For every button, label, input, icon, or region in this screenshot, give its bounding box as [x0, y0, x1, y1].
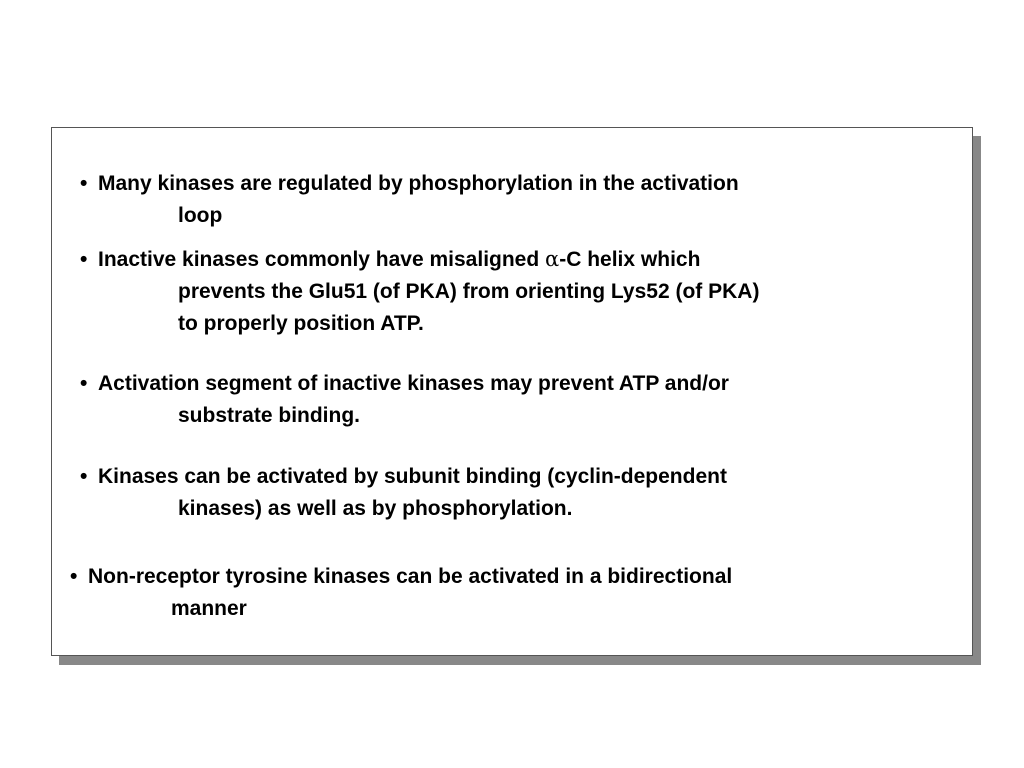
bullet-dot: • — [80, 465, 88, 488]
bullet-continuation: kinases) as well as by phosphorylation. — [178, 497, 573, 520]
bullet-item-1 — [80, 168, 739, 232]
bullet-text: Many kinases are regulated by phosphorylation in the activation — [98, 172, 739, 195]
bullet-line — [80, 368, 729, 400]
bullet-item-4 — [80, 461, 727, 525]
bullet-item-2 — [80, 243, 759, 340]
bullet-text: Inactive kinases commonly have misaligned — [98, 248, 546, 271]
bullet-text: Activation segment of inactive kinases may prevent ATP and/or — [98, 372, 729, 395]
bullet-line — [70, 561, 732, 593]
bullet-dot: • — [80, 172, 88, 195]
bullet-continuation: substrate binding. — [178, 404, 361, 427]
bullet-line — [80, 461, 727, 493]
bullet-line — [80, 243, 759, 276]
bullet-dot: • — [70, 565, 78, 588]
bullet-line — [80, 168, 739, 200]
bullet-text-after: -C helix which — [559, 248, 701, 271]
bullet-dot: • — [80, 248, 88, 271]
bullet-continuation: loop — [178, 204, 223, 227]
bullet-continuation: prevents the Glu51 (of PKA) from orienting Lys52 (of PKA) — [178, 280, 760, 303]
bullet-dot: • — [80, 372, 88, 395]
bullet-text: Kinases can be activated by subunit binding (cyclin-dependent — [98, 465, 727, 488]
bullet-item-5 — [70, 561, 732, 625]
bullet-continuation: to properly position ATP. — [178, 312, 424, 335]
bullet-item-3 — [80, 368, 729, 432]
bullet-continuation: manner — [171, 597, 247, 620]
alpha-symbol: α — [545, 247, 560, 271]
bullet-text: Non-receptor tyrosine kinases can be activated in a bidirectional — [88, 565, 733, 588]
